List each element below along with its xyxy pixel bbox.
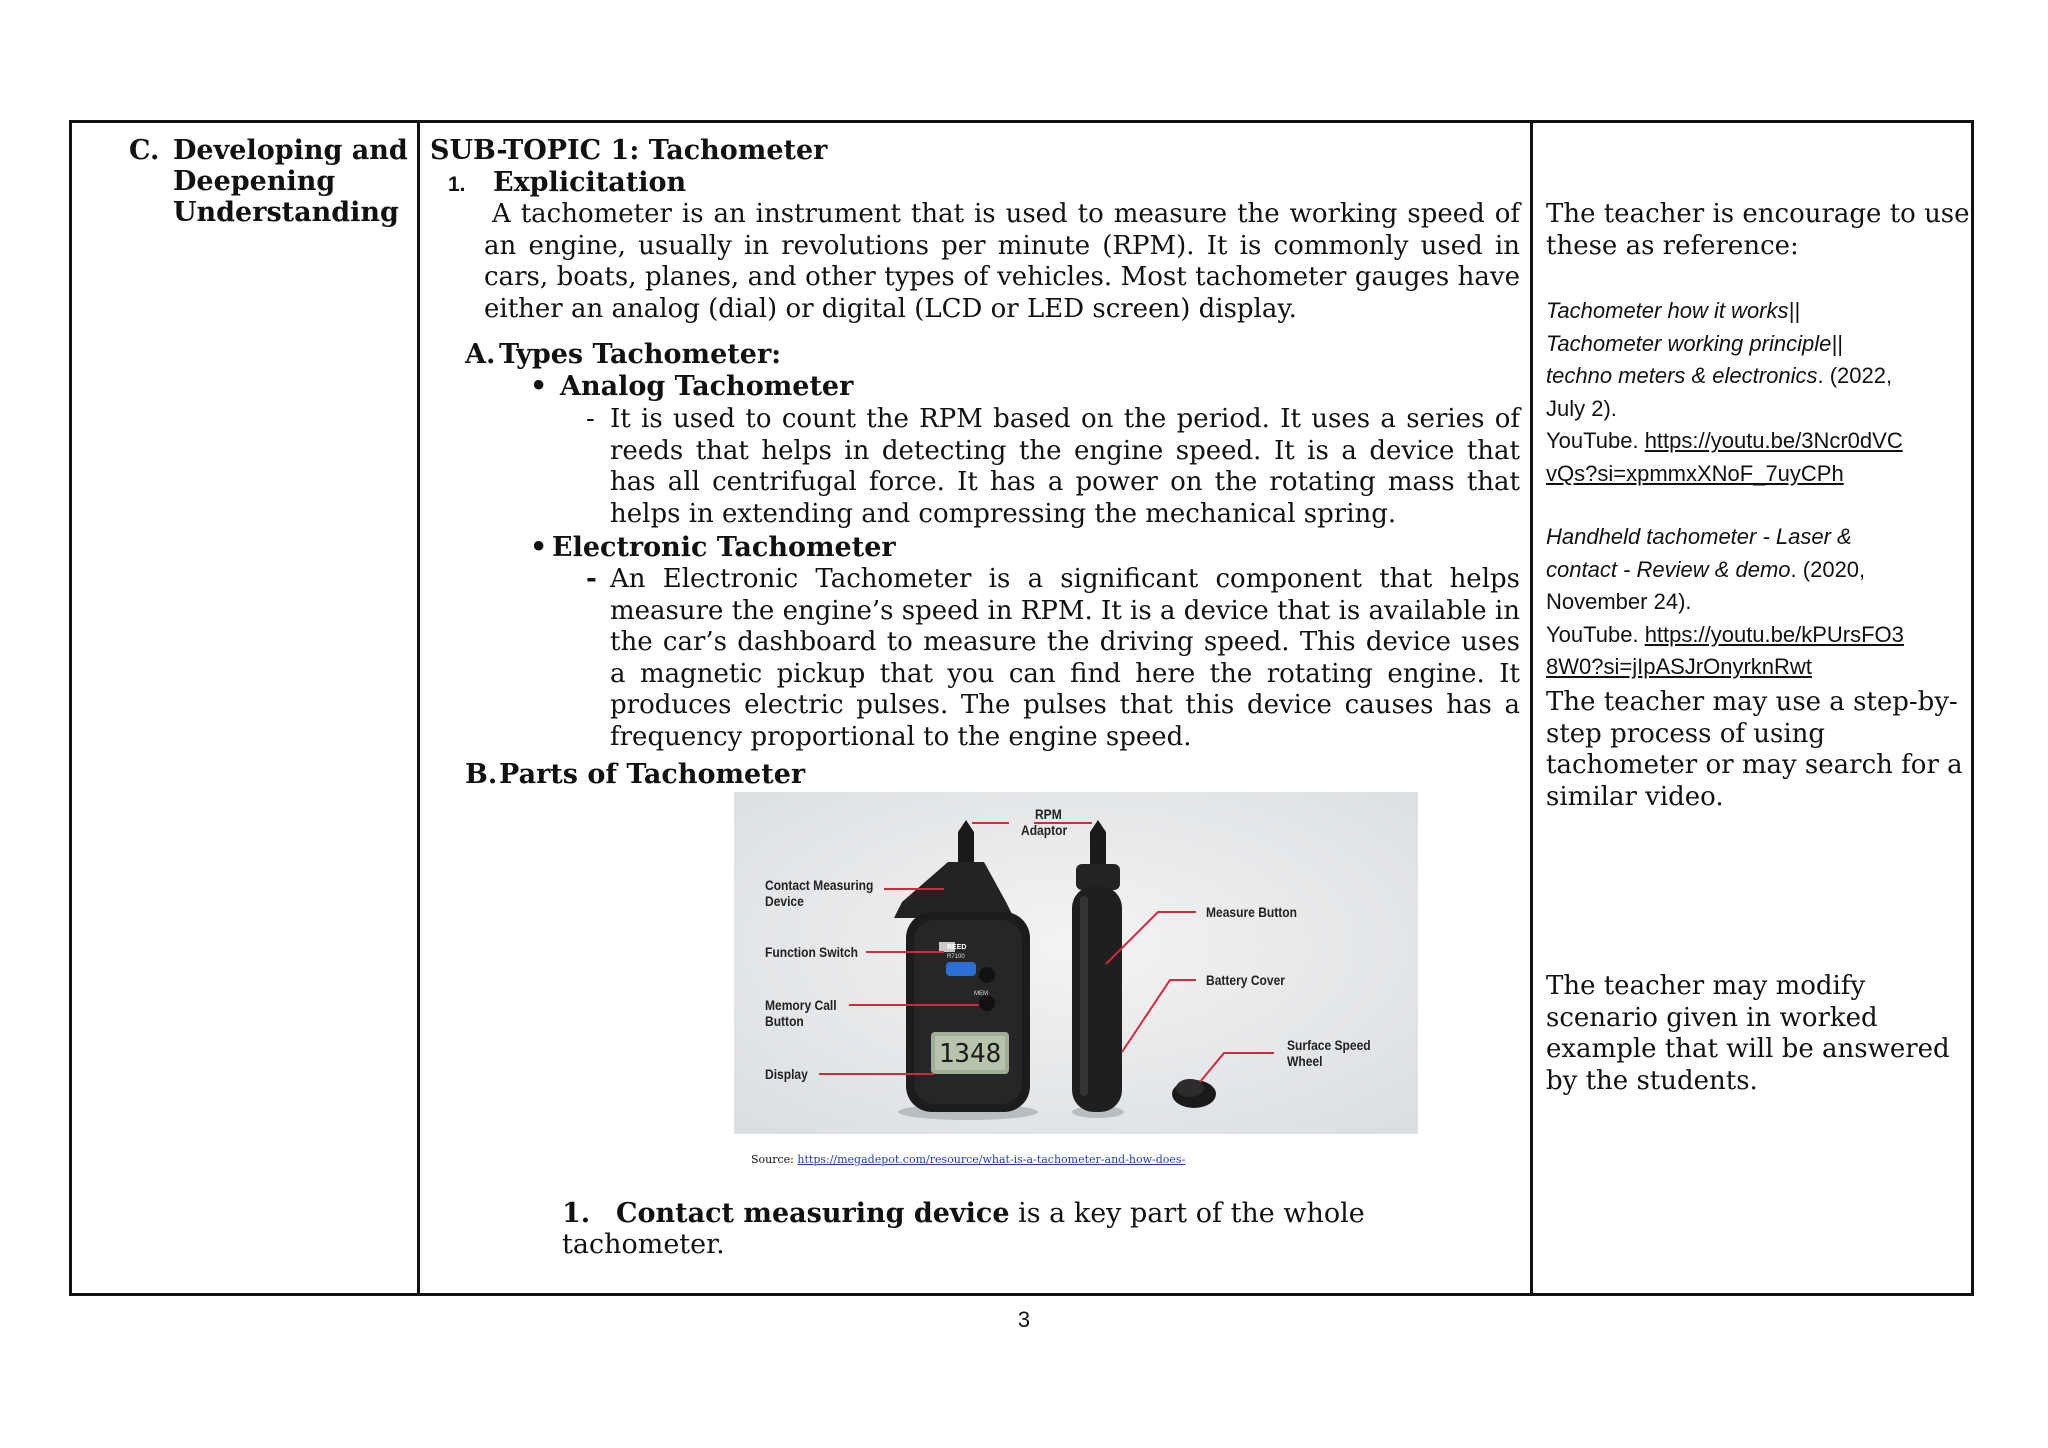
ref1-title: techno meters & electronics <box>1546 363 1818 388</box>
contact-device-label <box>765 877 873 909</box>
parts-heading <box>465 759 805 790</box>
rpm-adaptor-label <box>1021 806 1067 838</box>
lesson-table <box>69 120 1974 1296</box>
column-divider <box>1530 123 1533 1293</box>
teacher-note-modify: The teacher may modify scenario given in worked example that will be answered by the students. <box>1546 971 1950 1096</box>
analog-title: Analog Tachometer <box>560 371 854 402</box>
memory-call-line: Memory Call <box>765 997 837 1013</box>
analog-heading <box>530 371 853 402</box>
analog-text: It is used to count the RPM based on the period. It uses a series of reeds that helps in detecting the engine speed. It is a device that has all centrifugal force. It has a power on the rotating mass that helps in extending and compressing the mechanical spring. <box>610 404 1520 529</box>
section-heading <box>129 135 408 228</box>
list-term: Contact measuring device <box>616 1198 1010 1229</box>
memory-call-label <box>765 997 837 1029</box>
ref1-date: . (2022, <box>1817 363 1893 388</box>
column-divider <box>417 123 420 1293</box>
ref2-link[interactable]: 8W0?si=jIpASJrOnyrknRwt <box>1546 654 1812 679</box>
ref2-link[interactable]: https://youtu.be/kPUrsFO3 <box>1644 621 1904 647</box>
intro-text: A tachometer is an instrument that is used to measure the working speed of an engine, usually in revolutions per minute (RPM). It is commonly used in cars, boats, planes, and other types of vehicles. Most tachometer gauges have either an analog (dial) or digital (LCD or LED screen) display. <box>484 199 1520 324</box>
bullet-icon: • <box>530 532 548 563</box>
ref1-link[interactable]: https://youtu.be/3Ncr0dVC <box>1644 428 1903 453</box>
analog-description <box>586 404 1520 530</box>
mem-label: MEM <box>974 991 988 997</box>
electronic-text: An Electronic Tachometer is a significant component that helps measure the engine’s speed in RPM. It is a device that is available in the car’s dashboard to measure the driving speed. This device uses a magnetic pickup that you can find here the rotating engine. It produces electric pulses. The pulses that this device causes has a frequency proportional to the engine speed. <box>610 564 1520 752</box>
dash-icon: - <box>586 564 597 594</box>
ref2-date: . (2020, <box>1790 556 1866 582</box>
parts-list-item <box>562 1198 1530 1260</box>
ref1-date: July 2). <box>1546 395 1617 421</box>
ref2-date: November 24). <box>1546 589 1692 614</box>
list-number: 1. <box>562 1198 591 1229</box>
ref1-title: Tachometer working principle|| <box>1546 330 1843 356</box>
electronic-heading <box>530 532 896 563</box>
lcd-readout: 1348 <box>938 1039 1002 1069</box>
reference-1 <box>1546 295 1966 490</box>
contact-device-line: Device <box>765 893 804 909</box>
section-title-line: Understanding <box>173 197 399 228</box>
tachometer-parts-figure <box>734 792 1418 1134</box>
display-label: Display <box>765 1066 808 1082</box>
section-title-line: Deepening <box>173 166 336 197</box>
types-title: Types Tachometer: <box>499 339 782 370</box>
ref2-title: Handheld tachometer - Laser & <box>1546 524 1852 549</box>
explicitation-title: Explicitation <box>493 167 687 198</box>
contact-device-line: Contact Measuring <box>765 877 874 893</box>
ref1-link[interactable]: vQs?si=xpmmxXNoF_7uyCPh <box>1546 460 1844 486</box>
reference-2 <box>1546 521 1966 684</box>
tachometer-illustration <box>734 792 1418 1134</box>
battery-cover-label: Battery Cover <box>1206 972 1285 988</box>
brand-label: REED <box>947 944 967 951</box>
ref1-title: Tachometer how it works|| <box>1546 298 1800 323</box>
parts-title: Parts of Tachometer <box>499 759 806 790</box>
section-letter: C. <box>129 135 160 166</box>
source-label: Source: <box>751 1153 794 1166</box>
memory-call-line: Button <box>765 1013 804 1029</box>
measure-button-label: Measure Button <box>1206 904 1297 920</box>
explicitation-heading <box>448 167 686 198</box>
section-title-line: Developing and <box>173 135 408 166</box>
ref2-source: YouTube. <box>1546 621 1645 647</box>
list-text: is a key part of the whole tachometer. <box>562 1198 1365 1260</box>
electronic-title: Electronic Tachometer <box>552 532 896 563</box>
intro-paragraph <box>484 199 1520 325</box>
figure-source <box>751 1153 1185 1166</box>
teacher-note-step: The teacher may use a step-by-step process of using tachometer or may search for a similar video. <box>1546 687 1963 812</box>
source-link[interactable]: https://megadepot.com/resource/what-is-a-tachometer-and-how-does- <box>797 1153 1186 1166</box>
rpm-adaptor-line: RPM <box>1034 806 1062 822</box>
surface-speed-label <box>1287 1037 1371 1069</box>
page-number: 3 <box>1017 1307 1031 1332</box>
ref2-title: contact - Review & demo <box>1546 556 1791 582</box>
surface-speed-line: Surface Speed <box>1287 1037 1371 1053</box>
ref1-source: YouTube. <box>1546 428 1645 453</box>
model-label: R7100 <box>947 954 965 960</box>
electronic-description <box>586 564 1520 753</box>
types-letter: A. <box>465 339 496 370</box>
types-heading <box>465 339 781 370</box>
rpm-adaptor-line: Adaptor <box>1021 822 1068 838</box>
teacher-note-encourage: The teacher is encourage to use these as reference: <box>1546 199 1970 261</box>
explicitation-number: 1. <box>448 173 466 196</box>
dash-icon: - <box>586 404 595 434</box>
sub-topic-title: SUB-TOPIC 1: Tachometer <box>430 135 828 166</box>
surface-speed-line: Wheel <box>1287 1053 1323 1069</box>
bullet-icon: • <box>530 371 548 402</box>
function-switch-label: Function Switch <box>765 944 858 960</box>
parts-letter: B. <box>465 759 498 790</box>
